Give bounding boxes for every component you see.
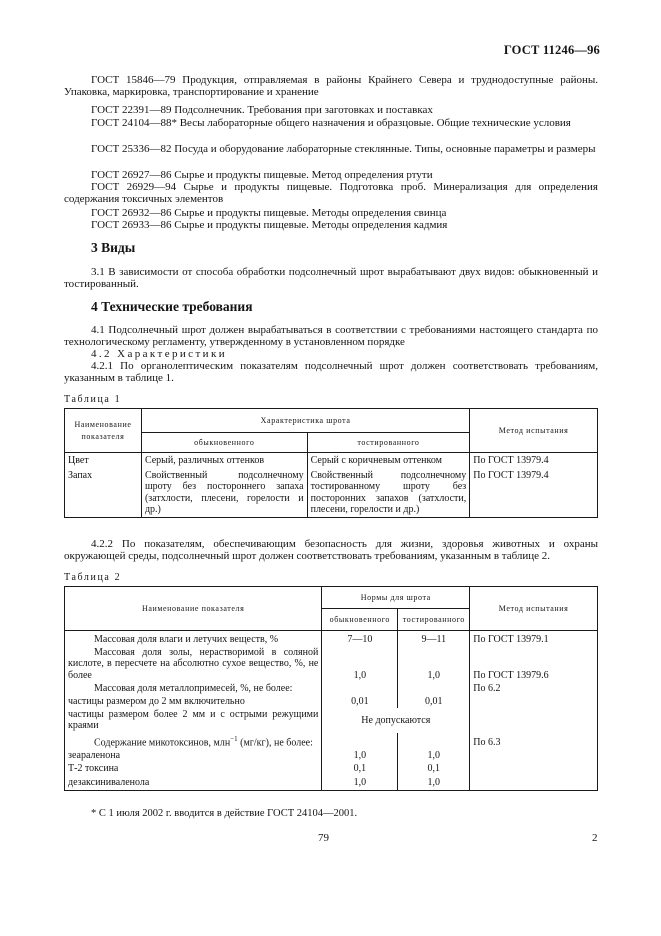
t2-cell-ordinary <box>322 733 398 750</box>
t2-cell-method: По 6.2 <box>470 682 598 695</box>
t2-cell-name: Массовая доля металлопримесей, %, не более: <box>65 682 322 695</box>
t2-header-ordinary: обыкновенного <box>322 609 398 631</box>
section-3-heading: 3 Виды <box>91 240 136 255</box>
t1-header-method: Метод испытания <box>470 409 598 453</box>
t1-header-name: Наименование показателя <box>65 409 142 453</box>
t2-cell-ordinary: 0,01 <box>322 695 398 708</box>
t2-cell-name: Массовая доля золы, нерастворимой в соляной кислоте, в пересчете на абсолютно сухое вещество, %, не более <box>65 646 322 682</box>
t1-cell-name: Запах <box>65 468 142 517</box>
t2-cell-name: Массовая доля влаги и летучих веществ, % <box>65 631 322 647</box>
t1-cell-method: По ГОСТ 13979.4 <box>470 468 598 517</box>
table-2 <box>64 586 598 791</box>
t2-cell-toasted: 1,0 <box>398 776 470 791</box>
t1-header-ordinary: обыкновенного <box>141 433 307 453</box>
ref-gost-24104: ГОСТ 24104—88* Весы лабораторные общего назначения и образцовые. Общие технические условия <box>91 117 571 129</box>
table-row <box>65 682 598 695</box>
t2-cell-ordinary: 1,0 <box>322 646 398 682</box>
ref-gost-26927: ГОСТ 26927—86 Сырье и продукты пищевые. Метод определения ртути <box>91 169 433 181</box>
table-row <box>65 695 598 708</box>
t2-cell-ordinary <box>322 682 398 695</box>
para-3-1: 3.1 В зависимости от способа обработки подсолнечный шрот вырабатывают двух видов: обыкновенный и тостированный. <box>64 266 598 291</box>
t2-cell-toasted: 1,0 <box>398 646 470 682</box>
t2-cell-method: По ГОСТ 13979.1 <box>470 631 598 647</box>
t2-cell-name: зеараленона <box>65 749 322 762</box>
t2-cell-toasted: 0,1 <box>398 762 470 775</box>
table-row <box>65 776 598 791</box>
table-row <box>65 762 598 775</box>
t2-cell-ordinary: 0,1 <box>322 762 398 775</box>
t2-cell-toasted: 1,0 <box>398 749 470 762</box>
t2-cell-merged: Не допускаются <box>322 708 470 732</box>
t2-cell-name: дезаксиниваленола <box>65 776 322 791</box>
t1-cell-toasted: Серый с коричневым оттенком <box>307 453 470 469</box>
footnote: * С 1 июля 2002 г. вводится в действие ГОСТ 24104—2001. <box>91 808 358 819</box>
table-1 <box>64 408 598 518</box>
table-row <box>65 708 598 732</box>
t2-cell-ordinary: 7—10 <box>322 631 398 647</box>
ref-gost-26933: ГОСТ 26933—86 Сырье и продукты пищевые. Методы определения кадмия <box>91 219 448 231</box>
t2-cell-ordinary: 1,0 <box>322 776 398 791</box>
t2-cell-name: Т-2 токсина <box>65 762 322 775</box>
t2-cell-toasted: 0,01 <box>398 695 470 708</box>
t2-cell-method: По 6.3 <box>470 733 598 750</box>
t1-cell-method: По ГОСТ 13979.4 <box>470 453 598 469</box>
t2-header-name: Наименование показателя <box>65 587 322 631</box>
t1-header-toasted: тостированного <box>307 433 470 453</box>
table-2-caption: Таблица 2 <box>64 572 122 583</box>
ref-gost-15846: ГОСТ 15846—79 Продукция, отправляемая в районы Крайнего Севера и труднодоступные районы. Упаковка, маркировка, транспортирование и хранение <box>64 74 598 99</box>
t1-cell-toasted: Свойственный подсолнечному тостированному шроту без посторонних запахов (затхлости, плесени, горелости и др.) <box>307 468 470 517</box>
t2-cell-name: частицы размером до 2 мм включительно <box>65 695 322 708</box>
t2-mycotoxin-label-rest: (мг/кг), не более: <box>237 736 313 748</box>
t2-cell-method <box>470 708 598 732</box>
table-row <box>65 749 598 762</box>
t2-cell-toasted <box>398 682 470 695</box>
para-4-2-2: 4.2.2 По показателям, обеспечивающим безопасность для жизни, здоровья животных и охраны окружающей среды, подсолнечный шрот должен соответствовать требованиям, указанным в таблице 2. <box>64 538 598 563</box>
t2-header-norms: Нормы для шрота <box>322 587 470 609</box>
section-4-heading: 4 Технические требования <box>91 299 253 314</box>
table-row <box>65 468 598 517</box>
table-1-caption: Таблица 1 <box>64 394 122 405</box>
ref-gost-26929: ГОСТ 26929—94 Сырье и продукты пищевые. Подготовка проб. Минерализация для определения содержания токсичных элементов <box>64 181 598 206</box>
t2-cell-method <box>470 776 598 791</box>
t2-cell-name <box>65 733 322 750</box>
t2-cell-method <box>470 695 598 708</box>
t2-mycotoxin-label: Содержание микотоксинов, млн <box>94 736 231 748</box>
para-4-2-1: 4.2.1 По органолептическим показателям подсолнечный шрот должен соответствовать требованиям, указанным в таблице 1. <box>64 360 598 385</box>
t1-cell-ordinary: Свойственный подсолнечному шроту без постороннего запаха (затхлости, плесени, горелости и др.) <box>141 468 307 517</box>
ref-gost-26932: ГОСТ 26932—86 Сырье и продукты пищевые. Методы определения свинца <box>91 207 447 219</box>
table-row <box>65 646 598 682</box>
table-row <box>65 453 598 469</box>
para-4-1: 4.1 Подсолнечный шрот должен вырабатываться в соответствии с требованиями настоящего стандарта по технологическому регламенту, утвержденному в установленном порядке <box>64 324 598 349</box>
t2-cell-toasted <box>398 733 470 750</box>
page-number-center: 79 <box>318 832 329 844</box>
t1-cell-ordinary: Серый, различных оттенков <box>141 453 307 469</box>
page-number-right: 2 <box>592 832 598 844</box>
t2-cell-method <box>470 749 598 762</box>
t2-cell-toasted: 9—11 <box>398 631 470 647</box>
t2-cell-ordinary: 1,0 <box>322 749 398 762</box>
t2-mycotoxin-unit-exponent: −1 <box>230 734 238 743</box>
t2-cell-method: По ГОСТ 13979.6 <box>470 646 598 682</box>
t2-cell-method <box>470 762 598 775</box>
ref-gost-25336: ГОСТ 25336—82 Посуда и оборудование лабораторные стеклянные. Типы, основные параметры и размеры <box>91 143 596 155</box>
ref-gost-22391: ГОСТ 22391—89 Подсолнечник. Требования при заготовках и поставках <box>91 104 433 116</box>
table-row <box>65 631 598 647</box>
t2-cell-name: частицы размером более 2 мм и с острыми режущими краями <box>65 708 322 732</box>
para-4-2: 4.2 Характеристики <box>91 348 227 360</box>
document-code-header: ГОСТ 11246—96 <box>503 43 600 57</box>
table-row <box>65 733 598 750</box>
t1-cell-name: Цвет <box>65 453 142 469</box>
t2-header-method: Метод испытания <box>470 587 598 631</box>
t2-header-toasted: тостированного <box>398 609 470 631</box>
t1-header-characteristic: Характеристика шрота <box>141 409 469 433</box>
